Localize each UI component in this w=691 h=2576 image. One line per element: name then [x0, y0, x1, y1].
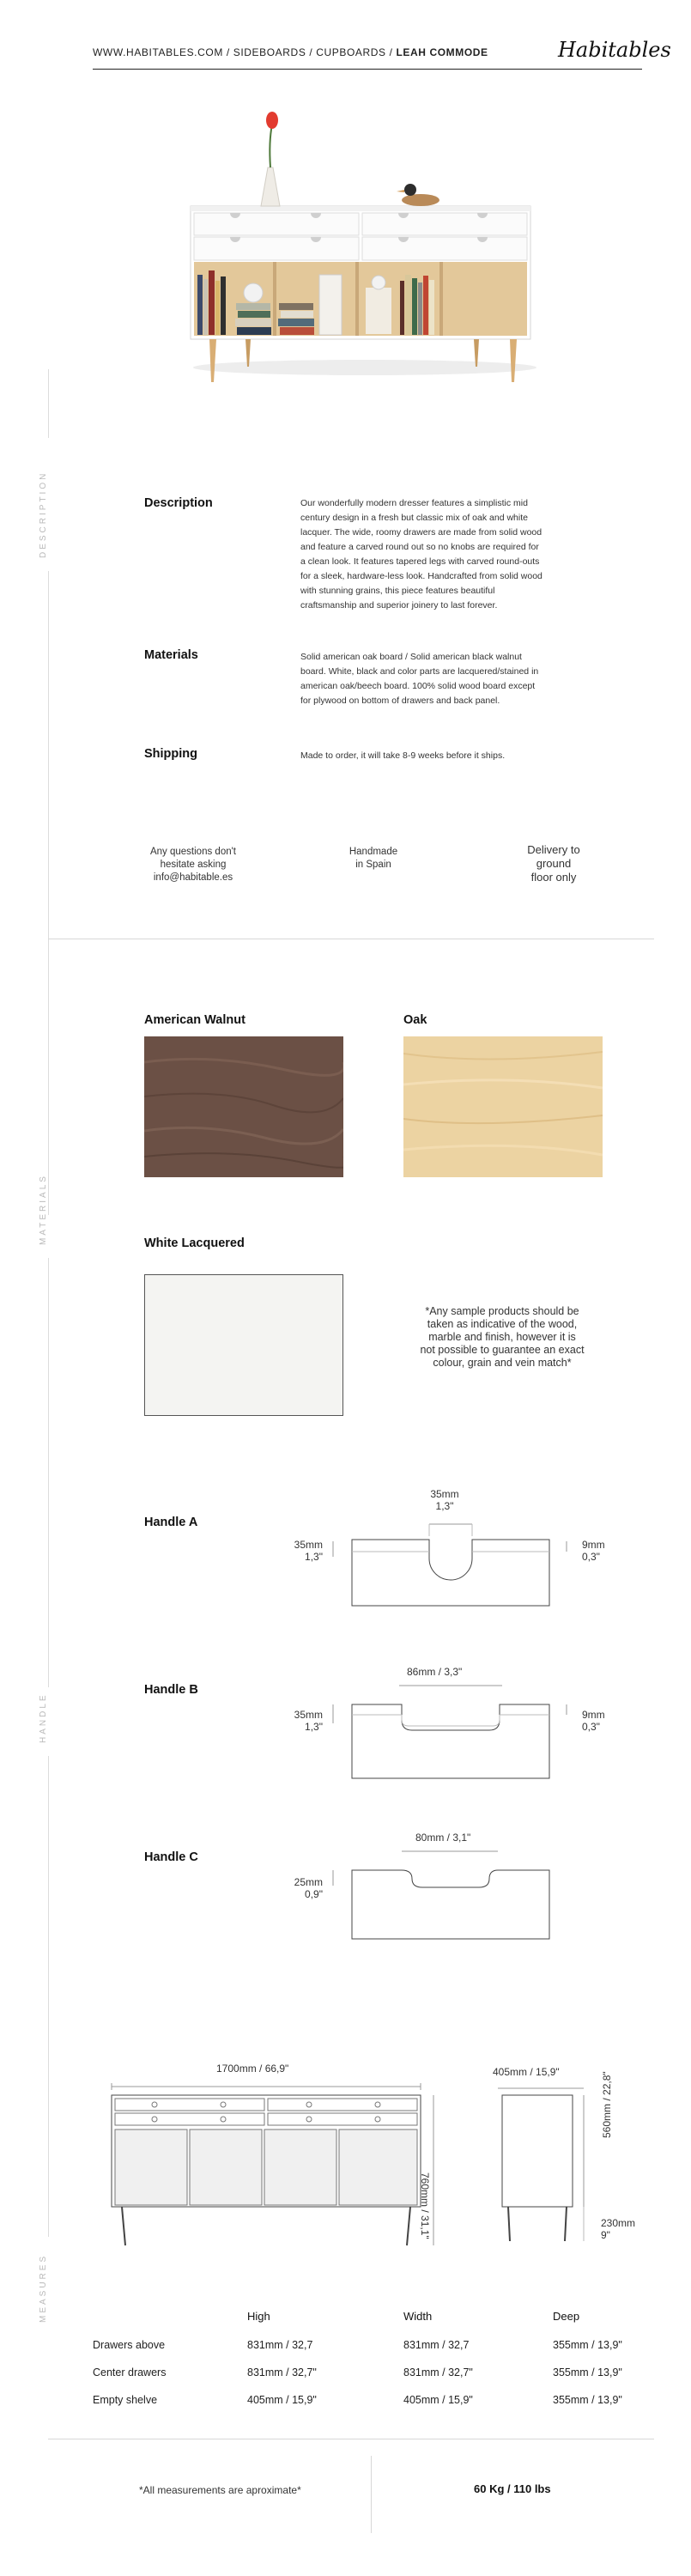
tulip-flower	[266, 112, 278, 129]
side-height-label: 560mm / 22,8"	[601, 2071, 613, 2138]
total-height-label: 760mm / 31,1"	[419, 2172, 431, 2239]
handle-c-width-dim: 80mm / 3,1"	[415, 1832, 471, 1844]
breadcrumb-separator: /	[389, 46, 393, 58]
dim-inch: 0,9"	[305, 1888, 323, 1900]
shelf-divider	[273, 262, 276, 336]
shelf-divider	[355, 262, 359, 336]
handmade-line: Handmade	[349, 847, 398, 857]
side-label-measures: MEASURES	[39, 2253, 48, 2323]
contact-note	[129, 846, 258, 884]
breadcrumb-separator: /	[309, 46, 313, 58]
handle-c-depth-dim	[288, 1876, 323, 1900]
drawer	[194, 213, 359, 235]
dim-inch: 0,3"	[582, 1721, 600, 1733]
dim-inch: 9"	[601, 2229, 610, 2241]
handle-a-lip-dim	[582, 1539, 605, 1563]
shipping-heading: Shipping	[144, 747, 198, 761]
handle-c-diagram	[326, 1844, 584, 1947]
oak-swatch[interactable]	[403, 1036, 603, 1177]
disclaimer-line: *Any sample products should be	[425, 1305, 579, 1317]
disclaimer-line: not possible to guarantee an exact	[420, 1344, 585, 1356]
side-rule	[48, 369, 49, 438]
handle-b-lip-dim	[582, 1709, 605, 1733]
wood-grain	[403, 1036, 603, 1177]
materials-heading: Materials	[144, 648, 198, 662]
handmade-line: in Spain	[355, 860, 391, 870]
breadcrumb-current: LEAH COMMODE	[396, 46, 488, 58]
dim-mm: 25mm	[294, 1876, 323, 1888]
white-swatch-title: White Lacquered	[144, 1236, 245, 1250]
contact-line: Any questions don't	[149, 847, 236, 857]
table-row-label: Empty shelve	[93, 2394, 158, 2406]
drawer	[362, 237, 527, 260]
leg	[510, 339, 517, 382]
shipping-text: Made to order, it will take 8-9 weeks before it ships.	[300, 750, 506, 761]
walnut-swatch-title: American Walnut	[144, 1013, 245, 1027]
side-label-description: DESCRIPTION	[39, 471, 48, 558]
dim-mm: 35mm	[294, 1539, 323, 1551]
sample-disclaimer	[403, 1305, 601, 1370]
table-row-label: Drawers above	[93, 2339, 166, 2351]
measurements-note: *All measurements are aproximate*	[139, 2484, 301, 2496]
description-text: Our wonderfully modern dresser features a simplistic mid century design in a fresh but classic mix of oak and white lacquer. The wide, roomy drawers are made from solid wood and feature a carved round out so no knobs are required for a clean look. It features tapered legs with carved round-outs for a sleek, hardware-less look. Handcrafted from solid wood with stunning grains, this piece features beautiful craftsmanship and superior joinery to last forever.	[300, 498, 542, 611]
delivery-note	[506, 843, 601, 884]
breadcrumb-cupboards-link[interactable]: CUPBOARDS	[316, 46, 386, 58]
cabinet-top	[191, 206, 530, 211]
table-cell: 831mm / 32,7"	[247, 2366, 317, 2379]
table-cell: 405mm / 15,9"	[247, 2394, 317, 2406]
drawer	[194, 237, 359, 260]
breadcrumb-separator: /	[226, 46, 230, 58]
handle-a-depth-dim	[288, 1539, 323, 1563]
side-rule	[48, 1756, 49, 2237]
table-cell: 831mm / 32,7	[247, 2339, 313, 2351]
vase	[261, 167, 280, 206]
footer-vertical-divider	[371, 2456, 372, 2533]
header-rule	[93, 69, 642, 70]
side-label-materials: MATERIALS	[39, 1174, 48, 1245]
table-cell: 405mm / 15,9"	[403, 2394, 473, 2406]
table-cell: 355mm / 13,9"	[553, 2339, 622, 2351]
contact-email-link[interactable]: info@habitable.es	[153, 872, 233, 883]
dim-inch: 1,3"	[435, 1500, 454, 1512]
handle-b-diagram	[326, 1679, 584, 1782]
shelf-divider	[439, 262, 443, 336]
table-cell: 355mm / 13,9"	[553, 2366, 622, 2379]
dim-inch: 1,3"	[305, 1721, 323, 1733]
delivery-line: ground	[536, 857, 572, 870]
leg-height-label	[601, 2217, 635, 2241]
habitables-logo[interactable]: Habitables	[558, 38, 671, 62]
disclaimer-line: colour, grain and vein match*	[433, 1357, 572, 1369]
dim-inch: 0,3"	[582, 1551, 600, 1563]
disclaimer-line: marble and finish, however it is	[428, 1331, 576, 1343]
materials-text: Solid american oak board / Solid american black walnut board. White, black and color parts are lacquered/stained in american oak/beech board. 100% solid wood board except for plywood on bottom of drawers and back panel.	[300, 652, 539, 706]
dim-inch: 1,3"	[305, 1551, 323, 1563]
wooden-duck	[397, 184, 439, 206]
table-header-deep: Deep	[553, 2310, 580, 2323]
drawer	[362, 213, 527, 235]
handle-a-width-dim	[427, 1488, 462, 1512]
handmade-note	[326, 846, 421, 872]
delivery-line: Delivery to	[527, 843, 580, 856]
table-cell: 831mm / 32,7	[403, 2339, 470, 2351]
side-rule	[48, 571, 49, 1215]
handle-a-title: Handle A	[144, 1516, 198, 1529]
handle-a-diagram	[326, 1516, 584, 1610]
dim-mm: 35mm	[294, 1709, 323, 1721]
dim-mm: 9mm	[582, 1539, 605, 1551]
handle-c-title: Handle C	[144, 1850, 198, 1864]
depth-label: 405mm / 15,9"	[493, 2066, 560, 2078]
handle-b-title: Handle B	[144, 1683, 198, 1697]
leg	[209, 339, 216, 382]
table-header-width: Width	[403, 2310, 433, 2323]
dim-mm: 9mm	[582, 1709, 605, 1721]
flower-stem	[270, 125, 272, 167]
handle-b-depth-dim	[288, 1709, 323, 1733]
breadcrumb-sideboards-link[interactable]: SIDEBOARDS	[233, 46, 306, 58]
handle-b-width-dim: 86mm / 3,3"	[407, 1666, 463, 1678]
table-row-label: Center drawers	[93, 2366, 167, 2379]
breadcrumb-site-link[interactable]: WWW.HABITABLES.COM	[93, 46, 223, 58]
description-heading: Description	[144, 496, 213, 510]
contact-line: hesitate asking	[160, 860, 227, 870]
white-lacquered-swatch[interactable]	[144, 1274, 343, 1416]
table-header-high: High	[247, 2310, 270, 2323]
breadcrumb	[93, 46, 488, 58]
weight-label: 60 Kg / 110 lbs	[474, 2482, 551, 2495]
table-cell: 831mm / 32,7"	[403, 2366, 473, 2379]
walnut-swatch[interactable]	[144, 1036, 343, 1177]
side-label-handle: HANDLE	[39, 1692, 48, 1743]
disclaimer-line: taken as indicative of the wood,	[427, 1318, 578, 1330]
product-image	[172, 99, 549, 408]
wood-grain	[144, 1036, 343, 1177]
side-rule	[48, 1258, 49, 1687]
delivery-line: floor only	[530, 871, 577, 884]
dim-mm: 35mm	[430, 1488, 459, 1500]
floor-shadow	[193, 360, 536, 375]
total-width-label: 1700mm / 66,9"	[216, 2063, 289, 2075]
table-cell: 355mm / 13,9"	[553, 2394, 622, 2406]
measures-diagram	[103, 2078, 652, 2258]
oak-swatch-title: Oak	[403, 1013, 427, 1027]
dim-mm: 230mm	[601, 2217, 636, 2229]
